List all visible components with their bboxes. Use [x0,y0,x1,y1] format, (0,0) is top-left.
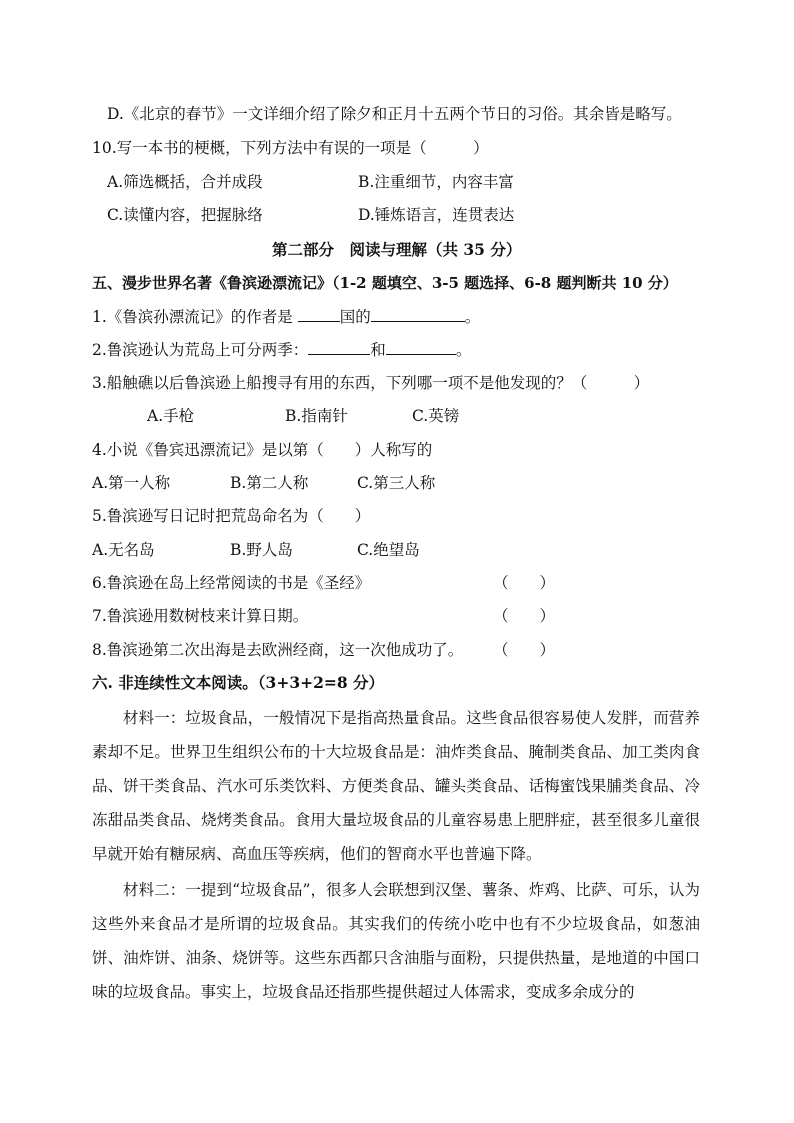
s5-q5-stem: 5.鲁滨逊写日记时把荒岛命名为（ ） [92,507,371,525]
s5-q5-option-a: A.无名岛 [92,541,155,559]
s5-q7-stem: 7.鲁滨逊用数树枝来计算日期。 [92,607,309,625]
s5-q3-option-c: C.英镑 [412,407,460,425]
s5-q4-option-a: A.第一人称 [92,474,171,492]
s5-q1-text-a: 1.《鲁滨孙漂流记》的作者是 [92,308,298,326]
part2-title: 第二部分 阅读与理解（共 35 分） [272,240,522,259]
section5-title: 五、漫步世界名著《鲁滨逊漂流记》（1-2 题填空、3-5 题选择、6-8 题判断共 10 分） [92,274,678,292]
q10-stem: 10.写一本书的梗概，下列方法中有误的一项是（ ） [92,139,489,157]
s5-q4-option-b: B.第二人称 [230,474,309,492]
s5-q2-blank-season2[interactable] [386,339,456,355]
material-2-paragraph: 材料二：一提到“垃圾食品”，很多人会联想到汉堡、薯条、炸鸡、比萨、可乐，认为这些外来食品才是所谓的垃圾食品。其实我们的传统小吃中也有不少垃圾食品，如葱油饼、油炸饼、油条、烧饼等。这些东西都只含油脂与面粉，只提供热量，是地道的中国口味的垃圾食品。事实上，垃圾食品还指那些提供超过人体需求，变成多余成分的 [92,881,700,1001]
s5-q3-option-b: B.指南针 [285,407,348,425]
s5-q1-text-c: 。 [464,308,481,326]
s5-q1-text-b: 国的 [339,308,371,326]
q10-option-a: A.筛选概括，合并成段 [107,173,263,191]
section6-title: 六. 非连续性文本阅读。（3+3+2=8 分） [92,673,385,692]
s5-q3-option-a: A.手枪 [147,407,195,425]
s5-q3-stem: 3.船触礁以后鲁滨逊上船搜寻有用的东西，下列哪一项不是他发现的？（ ） [92,374,650,392]
s5-q6-stem: 6.鲁滨逊在岛上经常阅读的书是《圣经》 [92,574,371,592]
s5-q2-text-c: 。 [455,341,472,359]
s5-q5-option-b: B.野人岛 [230,541,293,559]
s5-q2 [92,339,471,360]
material-1-paragraph: 材料一：垃圾食品，一般情况下是指高热量食品。这些食品很容易使人发胖，而营养素却不足。世界卫生组织公布的十大垃圾食品是：油炸类食品、腌制类食品、加工类肉食品、饼干类食品、汽水可乐类饮料、方便类食品、罐头类食品、话梅蜜饯果脯类食品、冷冻甜品类食品、烧烤类食品。食用大量垃圾食品的儿童容易患上肥胖症，甚至很多儿童很早就开始有糖尿病、高血压等疾病，他们的智商水平也普遍下降。 [92,709,700,863]
s5-q2-blank-season1[interactable] [308,339,370,355]
s5-q2-text-b: 和 [370,341,386,359]
s5-q8-answer-bracket[interactable]: （ ） [493,641,556,659]
s5-q2-text-a: 2.鲁滨逊认为荒岛上可分两季： [92,341,309,359]
s5-q6-answer-bracket[interactable]: （ ） [493,574,556,592]
s5-q5-option-c: C.绝望岛 [357,541,420,559]
q10-option-d: D.锤炼语言，连贯表达 [358,206,515,224]
s5-q4-option-c: C.第三人称 [357,474,436,492]
q10-option-b: B.注重细节，内容丰富 [358,173,514,191]
s5-q1 [92,306,480,327]
q10-option-c: C.读懂内容，把握脉络 [107,206,263,224]
s5-q1-blank-country[interactable] [298,306,340,322]
s5-q8-stem: 8.鲁滨逊第二次出海是去欧洲经商，这一次他成功了。 [92,641,464,659]
q9-option-d: D.《北京的春节》一文详细介绍了除夕和正月十五两个节日的习俗。其余皆是略写。 [107,105,682,123]
s5-q4-stem: 4.小说《鲁宾迅漂流记》是以第（ ）人称写的 [92,441,433,459]
s5-q7-answer-bracket[interactable]: （ ） [493,607,556,625]
s5-q1-blank-author[interactable] [371,306,465,322]
